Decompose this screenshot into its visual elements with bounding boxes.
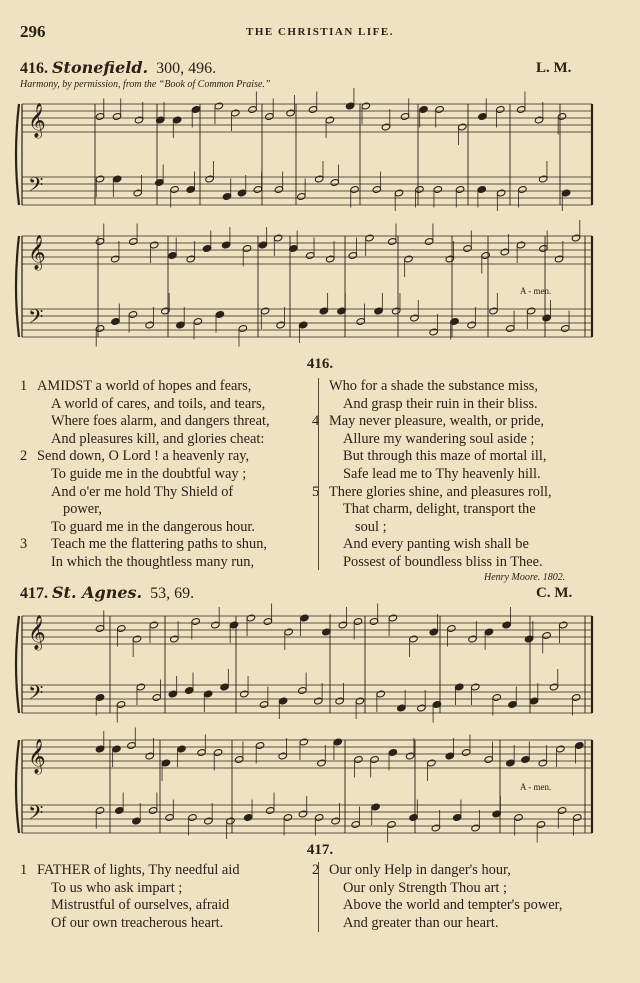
note-head — [450, 318, 459, 326]
note-head — [204, 817, 213, 825]
note-head — [214, 102, 223, 110]
note-head — [244, 814, 253, 822]
note-head — [575, 742, 584, 750]
note-head — [461, 749, 470, 757]
note-head — [186, 255, 195, 263]
running-head: THE CHRISTIAN LIFE. — [245, 26, 394, 38]
verse-line: AMIDST a world of hopes and fears, — [37, 378, 252, 394]
note-head — [463, 245, 472, 253]
verse-line: Safe lead me to Thy heavenly hill. — [343, 465, 541, 482]
note-head — [478, 113, 487, 121]
note-head — [161, 307, 170, 315]
note-head — [305, 252, 314, 260]
brace-icon — [16, 236, 19, 337]
note-head — [132, 635, 141, 643]
note-head — [170, 186, 179, 194]
note-head — [215, 311, 224, 319]
verse-line: To guard me in the dangerous hour. — [51, 518, 256, 535]
verse-line: Allure my wandering soul aside ; — [343, 430, 535, 447]
harmony-credit: Harmony, by permission, from the “Book of Common Praise.” — [20, 79, 271, 90]
note-head — [489, 307, 498, 315]
note-head — [484, 628, 493, 636]
note-head — [211, 621, 220, 629]
note-head — [508, 701, 517, 709]
bass-clef-icon: 𝄢 — [28, 305, 44, 333]
note-head — [452, 814, 461, 822]
note-head — [506, 325, 515, 333]
note-head — [387, 821, 396, 829]
note-head — [191, 618, 200, 626]
note-head — [298, 687, 307, 695]
note-head — [314, 697, 323, 705]
note-head — [338, 621, 347, 629]
note-head — [355, 697, 364, 705]
note-head — [374, 307, 383, 315]
note-head — [266, 807, 275, 815]
note-head — [95, 238, 104, 246]
hymn-number: 417. — [20, 585, 48, 602]
note-head — [370, 756, 379, 764]
note-head — [149, 621, 158, 629]
note-head — [265, 113, 274, 121]
note-head — [529, 697, 538, 705]
treble-clef-icon: 𝄞 — [28, 739, 46, 774]
bass-clef-icon: 𝄢 — [28, 681, 44, 709]
note-head — [116, 701, 125, 709]
note-head — [471, 824, 480, 832]
note-head — [405, 752, 414, 760]
note-head — [431, 824, 440, 832]
note-head — [400, 113, 409, 121]
treble-clef-icon: 𝄞 — [28, 103, 46, 138]
note-head — [308, 106, 317, 114]
note-head — [477, 186, 486, 194]
note-head — [145, 752, 154, 760]
note-head — [248, 106, 257, 114]
note-head — [404, 255, 413, 263]
note-head — [391, 307, 400, 315]
hymn-417-right-column — [312, 862, 602, 932]
note-head — [148, 807, 157, 815]
note-head — [161, 759, 170, 767]
note-head — [263, 618, 272, 626]
note-head — [484, 756, 493, 764]
note-head — [284, 628, 293, 636]
note-head — [417, 704, 426, 712]
brace-icon — [16, 740, 19, 833]
note-head — [514, 814, 523, 822]
treble-clef-icon: 𝄞 — [28, 615, 46, 650]
note-head — [458, 123, 467, 131]
hymn-author: Henry Moore. 1802. — [484, 572, 566, 583]
note-head — [516, 241, 525, 249]
note-head — [213, 749, 222, 757]
note-head — [95, 807, 104, 815]
note-head — [129, 238, 138, 246]
verse-line: And pleasures kill, and glories cheat: — [51, 430, 265, 447]
note-head — [353, 618, 362, 626]
note-head — [168, 252, 177, 260]
note-head — [226, 817, 235, 825]
verse-line: Mistrustful of ourselves, afraid — [51, 897, 230, 914]
note-head — [471, 683, 480, 691]
note-head — [424, 238, 433, 246]
note-head — [361, 102, 370, 110]
note-head — [276, 321, 285, 329]
note-head — [186, 186, 195, 194]
note-head — [155, 179, 164, 187]
note-head — [237, 189, 246, 197]
note-head — [246, 614, 255, 622]
verse-number: 1 — [20, 378, 28, 394]
note-head — [242, 245, 251, 253]
note-head — [369, 618, 378, 626]
hymn-416-right-column — [312, 378, 602, 572]
bass-clef-icon: 𝄢 — [28, 173, 44, 201]
note-head — [193, 318, 202, 326]
note-head — [539, 245, 548, 253]
hymn-417-left-column — [20, 862, 312, 932]
note-head — [112, 175, 121, 183]
note-head — [388, 749, 397, 757]
note-head — [571, 234, 580, 242]
note-head — [435, 106, 444, 114]
page-number: 296 — [20, 22, 46, 41]
note-head — [467, 321, 476, 329]
note-head — [556, 745, 565, 753]
note-head — [496, 189, 505, 197]
note-head — [274, 186, 283, 194]
note-head — [445, 255, 454, 263]
verse-number: 2 — [20, 448, 28, 465]
note-head — [197, 749, 206, 757]
note-head — [455, 186, 464, 194]
tune-references: 300, 496. — [156, 60, 217, 77]
note-head — [345, 102, 354, 110]
note-head — [255, 742, 264, 750]
verse-line: Teach me the flattering paths to shun, — [51, 536, 267, 553]
note-head — [557, 807, 566, 815]
verse-number — [312, 378, 329, 396]
verse — [312, 862, 602, 932]
note-head — [536, 821, 545, 829]
verse-line: soul ; — [355, 518, 387, 535]
note-head — [170, 635, 179, 643]
note-head — [95, 113, 104, 121]
note-head — [145, 321, 154, 329]
tune-name: St. Agnes. — [52, 583, 143, 602]
note-head — [518, 186, 527, 194]
note-head — [554, 255, 563, 263]
verse-line: Our only Help in danger's hour, — [329, 862, 511, 878]
note-head — [571, 694, 580, 702]
note-head — [115, 807, 124, 815]
note-head — [496, 106, 505, 114]
note-head — [372, 186, 381, 194]
note-head — [202, 245, 211, 253]
verse — [20, 448, 312, 536]
note-head — [184, 687, 193, 695]
note-head — [492, 694, 501, 702]
verse-line: FATHER of lights, Thy needful aid — [37, 862, 240, 878]
note-head — [234, 756, 243, 764]
note-head — [177, 745, 186, 753]
note-head — [427, 759, 436, 767]
amen-label: A - men. — [520, 286, 552, 296]
note-head — [319, 307, 328, 315]
note-head — [128, 311, 137, 319]
hymn-417-meter: C. M. — [536, 585, 573, 601]
verse-line: That charm, delight, transport the — [343, 501, 536, 518]
note-head — [542, 632, 551, 640]
note-head — [95, 745, 104, 753]
note-head — [152, 694, 161, 702]
amen-label: A - men. — [520, 782, 552, 792]
note-head — [521, 756, 530, 764]
brace-icon — [16, 616, 19, 713]
note-head — [330, 179, 339, 187]
note-head — [557, 113, 566, 121]
note-head — [300, 614, 309, 622]
note-head — [112, 745, 121, 753]
verse-line: Where foes alarm, and dangers threat, — [51, 413, 270, 430]
note-head — [333, 738, 342, 746]
note-head — [203, 690, 212, 698]
note-head — [351, 821, 360, 829]
note-head — [95, 694, 104, 702]
hymn-416-text-number: 416. — [306, 356, 334, 372]
verse-line: Possest of boundless bliss in Thee. — [343, 553, 543, 570]
note-head — [132, 817, 141, 825]
note-head — [240, 690, 249, 698]
note-head — [278, 697, 287, 705]
note-head — [348, 252, 357, 260]
note-head — [117, 625, 126, 633]
note-head — [298, 810, 307, 818]
verse — [20, 862, 312, 932]
note-head — [188, 814, 197, 822]
note-head — [354, 756, 363, 764]
note-head — [220, 683, 229, 691]
note-head — [376, 690, 385, 698]
note-head — [549, 683, 558, 691]
note-head — [111, 318, 120, 326]
note-head — [500, 248, 509, 256]
note-head — [231, 109, 240, 117]
verse-number: 4 — [312, 413, 320, 430]
note-head — [278, 752, 287, 760]
note-head — [445, 752, 454, 760]
note-head — [526, 307, 535, 315]
verse-line: May never pleasure, wealth, or pride, — [329, 413, 544, 430]
note-head — [387, 238, 396, 246]
note-head — [506, 759, 515, 767]
note-head — [314, 175, 323, 183]
note-head — [409, 814, 418, 822]
note-head — [397, 704, 406, 712]
hymn-number: 416. — [20, 60, 48, 77]
verse-line: And grasp their ruin in their bliss. — [343, 395, 538, 412]
verse-line: But through this maze of mortal ill, — [343, 448, 547, 465]
verse-line: To guide me in the doubtful way ; — [51, 465, 247, 482]
note-head — [534, 116, 543, 124]
verse-line: Send down, O Lord ! a heavenly ray, — [37, 448, 250, 465]
verse-line: power, — [63, 501, 102, 518]
bass-clef-icon: 𝄢 — [28, 801, 44, 829]
note-head — [127, 742, 136, 750]
verse-line: Of our own treacherous heart. — [51, 914, 224, 931]
note-head — [502, 621, 511, 629]
note-head — [260, 307, 269, 315]
note-head — [447, 625, 456, 633]
note-head — [95, 175, 104, 183]
verse — [20, 536, 312, 571]
note-head — [168, 690, 177, 698]
note-head — [325, 116, 334, 124]
note-head — [524, 635, 533, 643]
note-head — [335, 697, 344, 705]
verse — [312, 378, 602, 413]
treble-clef-icon: 𝄞 — [28, 235, 46, 270]
note-head — [538, 759, 547, 767]
note-head — [538, 175, 547, 183]
note-head — [238, 325, 247, 333]
note-head — [410, 314, 419, 322]
verse-line: And greater than our heart. — [343, 914, 499, 931]
note-head — [172, 116, 181, 124]
verse-line: A world of cares, and toils, and tears, — [51, 395, 266, 412]
note-head — [331, 817, 340, 825]
note-head — [429, 328, 438, 336]
note-head — [542, 314, 551, 322]
verse-line: To us who ask impart ; — [51, 879, 183, 896]
verse-line: Above the world and tempter's power, — [343, 897, 563, 914]
note-head — [191, 106, 200, 114]
note-head — [205, 175, 214, 183]
note-head — [299, 738, 308, 746]
note-head — [134, 116, 143, 124]
note-head — [356, 318, 365, 326]
note-head — [95, 625, 104, 633]
hymn-417-heading — [20, 583, 194, 603]
note-head — [371, 803, 380, 811]
hymn-416-left-column — [20, 378, 312, 572]
note-head — [314, 814, 323, 822]
note-head — [286, 109, 295, 117]
tune-name: Stonefield. — [52, 58, 149, 77]
note-head — [176, 321, 185, 329]
note-head — [259, 701, 268, 709]
note-head — [455, 683, 464, 691]
note-head — [419, 106, 428, 114]
verse — [312, 484, 602, 572]
note-head — [253, 186, 262, 194]
note-head — [409, 635, 418, 643]
hymn-416-meter: L. M. — [536, 60, 572, 76]
verse-number: 1 — [20, 862, 28, 878]
verse-line: In which the thoughtless many run, — [51, 553, 255, 570]
note-head — [273, 234, 282, 242]
verse — [20, 378, 312, 448]
note-head — [136, 683, 145, 691]
note-head — [95, 325, 104, 333]
note-head — [365, 234, 374, 242]
verse-number: 3 — [20, 536, 28, 553]
note-head — [165, 814, 174, 822]
note-head — [298, 321, 307, 329]
note-head — [326, 255, 335, 263]
note-head — [381, 123, 390, 131]
note-head — [149, 241, 158, 249]
brace-icon — [16, 104, 19, 205]
note-head — [481, 252, 490, 260]
verse-line: Who for a shade the substance miss, — [329, 378, 539, 394]
note-head — [297, 193, 306, 201]
note-head — [112, 113, 121, 121]
note-head — [561, 189, 570, 197]
note-head — [221, 241, 230, 249]
verse — [312, 413, 602, 483]
note-head — [350, 186, 359, 194]
note-head — [559, 621, 568, 629]
note-head — [573, 814, 582, 822]
note-head — [516, 106, 525, 114]
note-head — [317, 759, 326, 767]
tune-references: 53, 69. — [150, 585, 195, 602]
verse-line: And every panting wish shall be — [343, 536, 529, 553]
note-head — [133, 189, 142, 197]
note-head — [561, 325, 570, 333]
note-head — [222, 193, 231, 201]
verse-line: Our only Strength Thou art ; — [343, 879, 508, 896]
note-head — [394, 189, 403, 197]
note-head — [110, 255, 119, 263]
verse-line: There glories shine, and pleasures roll, — [329, 483, 552, 500]
verse-line: And o'er me hold Thy Shield of — [51, 483, 234, 500]
verse-number: 2 — [312, 862, 320, 878]
note-head — [468, 635, 477, 643]
hymn-417-text-number: 417. — [306, 842, 334, 858]
note-head — [388, 614, 397, 622]
note-head — [283, 814, 292, 822]
note-head — [429, 628, 438, 636]
note-head — [258, 241, 267, 249]
note-head — [433, 186, 442, 194]
verse-number: 5 — [312, 483, 320, 500]
note-head — [415, 186, 424, 194]
note-head — [229, 621, 238, 629]
